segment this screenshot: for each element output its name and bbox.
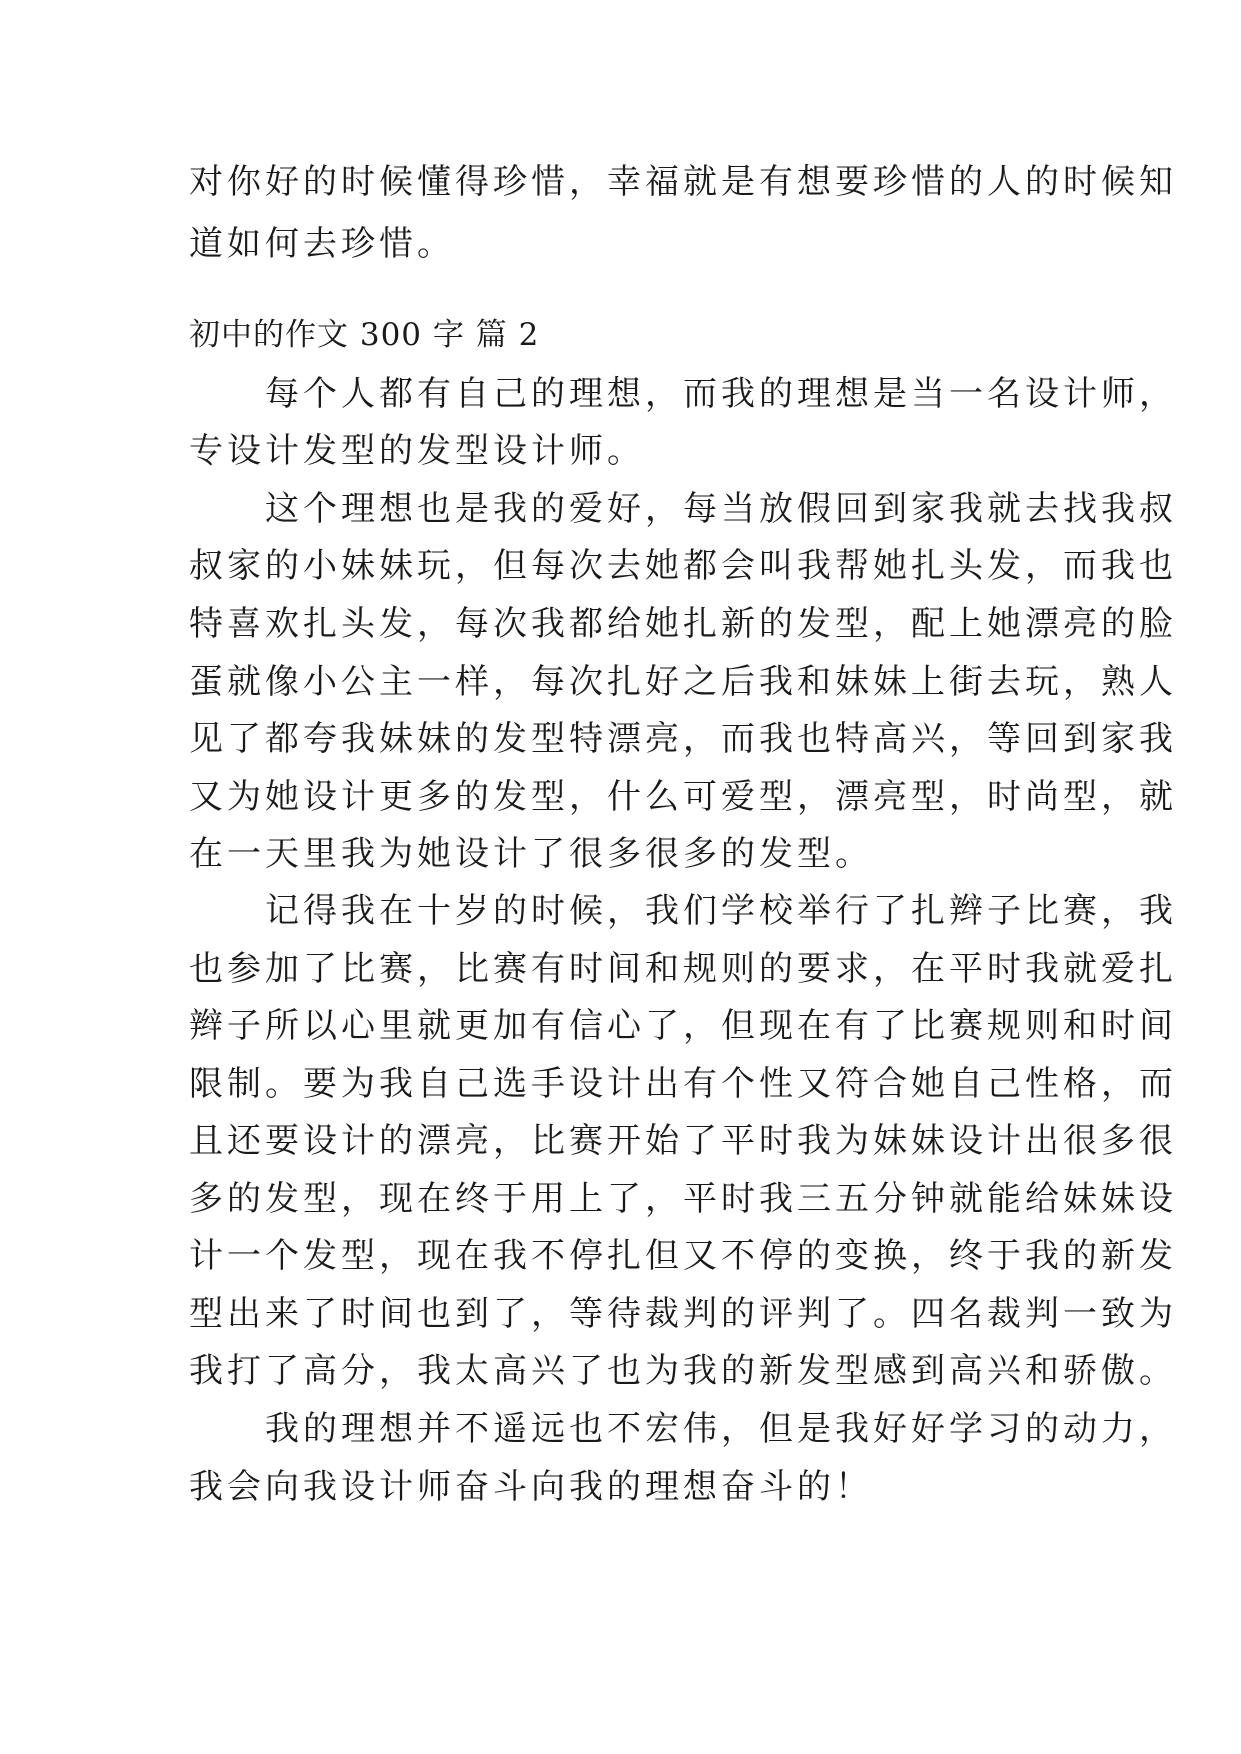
text-line: 又为她设计更多的发型，什么可爱型，漂亮型，时尚型，就: [189, 777, 1177, 817]
text-line: 对你好的时候懂得珍惜，幸福就是有想要珍惜的人的时候知: [189, 162, 1177, 202]
text-line: 我会向我设计师奋斗向我的理想奋斗的！: [189, 1467, 873, 1507]
text-line: 每个人都有自己的理想，而我的理想是当一名设计师，: [189, 374, 1177, 414]
text-line: 专设计发型的发型设计师。: [189, 431, 645, 471]
text-line: 限制。要为我自己选手设计出有个性又符合她自己性格，而: [189, 1064, 1177, 1104]
text-line: 见了都夸我妹妹的发型特漂亮，而我也特高兴，等回到家我: [189, 719, 1177, 759]
text-line: 也参加了比赛，比赛有时间和规则的要求，在平时我就爱扎: [189, 949, 1177, 989]
text-line: 记得我在十岁的时候，我们学校举行了扎辫子比赛，我: [189, 891, 1177, 931]
text-line: 辫子所以心里就更加有信心了，但现在有了比赛规则和时间: [189, 1006, 1177, 1046]
text-line: 道如何去珍惜。: [189, 224, 455, 264]
text-line: 型出来了时间也到了，等待裁判的评判了。四名裁判一致为: [189, 1294, 1177, 1334]
text-line: 且还要设计的漂亮，比赛开始了平时我为妹妹设计出很多很: [189, 1121, 1177, 1161]
section-title: 初中的作文 300 字 篇 2: [189, 317, 540, 353]
text-line: 这个理想也是我的爱好，每当放假回到家我就去找我叔: [189, 489, 1177, 529]
text-line: 我的理想并不遥远也不宏伟，但是我好好学习的动力，: [189, 1409, 1177, 1449]
text-line: 特喜欢扎头发，每次我都给她扎新的发型，配上她漂亮的脸: [189, 604, 1177, 644]
text-line: 叔家的小妹妹玩，但每次去她都会叫我帮她扎头发，而我也: [189, 546, 1177, 586]
text-line: 在一天里我为她设计了很多很多的发型。: [189, 834, 873, 874]
text-line: 蛋就像小公主一样，每次扎好之后我和妹妹上街去玩，熟人: [189, 662, 1177, 702]
text-line: 多的发型，现在终于用上了，平时我三五分钟就能给妹妹设: [189, 1179, 1177, 1219]
text-line: 计一个发型，现在我不停扎但又不停的变换，终于我的新发: [189, 1236, 1177, 1276]
text-line: 我打了高分，我太高兴了也为我的新发型感到高兴和骄傲。: [189, 1351, 1177, 1391]
